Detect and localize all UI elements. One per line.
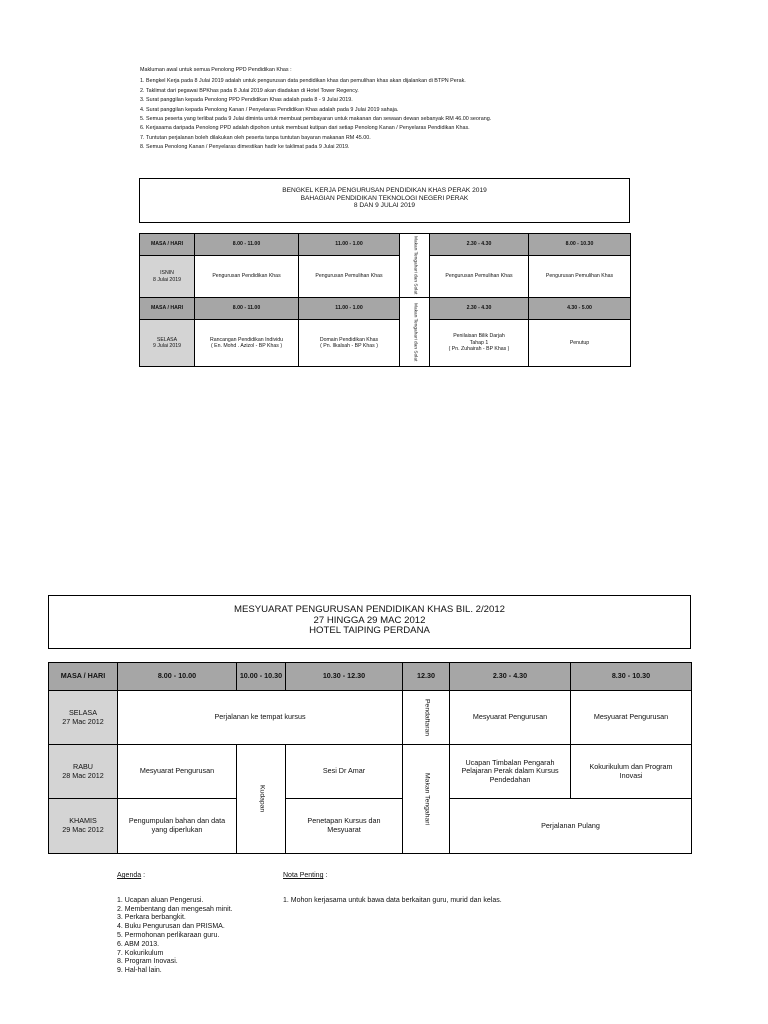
header-cell: 11.00 - 1.00 — [299, 234, 400, 256]
day-date: 28 Mac 2012 — [62, 770, 104, 780]
header-cell: 8.30 - 10.30 — [571, 663, 692, 691]
cell-line: Ucapan Timbalan Pengarah — [465, 757, 555, 767]
schedule-cell: Sesi Dr Amar — [286, 745, 403, 799]
lunch-break-label: Makan Tengahari — [423, 772, 431, 826]
schedule-cell: Mesyuarat Pengurusan — [571, 691, 692, 745]
meeting-title-line: 27 HINGGA 29 MAC 2012 — [313, 614, 426, 626]
meeting-schedule-table — [48, 662, 692, 854]
cell-line: Tahap 1 — [469, 339, 489, 346]
header-cell: 4.30 - 5.00 — [529, 298, 631, 320]
agenda-heading: Agenda — [117, 872, 142, 879]
agenda-item: 6. ABM 2013. — [117, 940, 160, 948]
agenda-item: 5. Permohonan perlikaraan guru. — [117, 931, 220, 939]
notes-item: 1. Bengkel Kerja pada 8 Julai 2019 adalah untuk pengurusan data pendidikan khas dan pemulihan khas akan dijalankan di BTPN Perak. — [140, 78, 466, 85]
workshop-title-line: BENGKEL KERJA PENGURUSAN PENDIDIKAN KHAS PERAK 2019 — [282, 187, 487, 194]
important-notes-heading: Nota Penting — [283, 872, 324, 879]
cell-line: Penilaisan Bilik Darjah — [453, 333, 505, 340]
day-cell — [140, 320, 195, 367]
agenda-section — [117, 872, 277, 976]
schedule-cell: Pengurusan Pendidikan Khas — [195, 256, 299, 298]
cell-line: Pelajaran Perak dalam Kursus — [461, 766, 559, 776]
agenda-item: 2. Membentang dan mengesah minit. — [117, 905, 233, 913]
header-cell: 8.00 - 10.00 — [118, 663, 237, 691]
important-notes-heading-suffix: : — [323, 872, 328, 879]
registration-cell — [403, 691, 450, 745]
schedule-cell — [571, 745, 692, 799]
day-name: KHAMIS — [69, 816, 97, 826]
schedule-cell — [299, 320, 400, 367]
agenda-item: 9. Hal-hal lain. — [117, 967, 162, 975]
cell-line: Penetapan Kursus dan — [307, 816, 381, 826]
day-cell — [49, 799, 118, 854]
header-cell: 8.00 - 10.30 — [529, 234, 631, 256]
notes-title: Makluman awal untuk semua Penolong PPD Pendidikan Khas : — [140, 67, 292, 73]
day-date: 27 Mac 2012 — [62, 716, 104, 726]
registration-label: Pendaftaran — [423, 698, 431, 737]
announcement-notes — [140, 66, 640, 153]
schedule-cell — [430, 320, 529, 367]
cell-line: ( Pn. Zuhairah - BP Khas ) — [448, 346, 510, 353]
agenda-item: 8. Program Inovasi. — [117, 958, 178, 966]
notes-item: 7. Tuntutan perjalanan boleh dilakukan oleh peserta tanpa tuntutan bayaran makanan RM 45.00. — [140, 134, 371, 141]
snack-break-label: Kudapan — [258, 785, 266, 813]
cell-line: Domain Pendidikan Khas — [319, 336, 379, 343]
meeting-title-box — [48, 595, 691, 649]
cell-line: Penutup — [569, 339, 590, 346]
header-cell: MASA / HARI — [49, 663, 118, 691]
meeting-title-line: MESYUARAT PENGURUSAN PENDIDIKAN KHAS BIL. 2/2012 — [233, 604, 506, 615]
schedule-cell: Perjalanan ke tempat kursus — [118, 691, 403, 745]
lunch-break-cell — [400, 298, 430, 367]
workshop-title-box — [139, 178, 630, 223]
header-cell: 2.30 - 4.30 — [430, 234, 529, 256]
header-cell: 2.30 - 4.30 — [450, 663, 571, 691]
day-date: 29 Mac 2012 — [62, 825, 104, 834]
workshop-title-line: BAHAGIAN PENDIDIKAN TEKNOLOGI NEGERI PERAK — [300, 194, 469, 202]
schedule-cell: Mesyuarat Pengurusan — [118, 745, 237, 799]
header-cell: 11.00 - 1.00 — [299, 298, 400, 320]
snack-break-cell — [237, 745, 286, 854]
cell-line: ( Pn. Ilkalsah - BP Khas ) — [320, 343, 378, 349]
cell-line: yang diperlukan — [151, 825, 203, 834]
cell-line: Inovasi — [619, 770, 643, 780]
schedule-cell: Pengurusan Pemulihan Khas — [529, 256, 631, 298]
cell-line: Mesyuarat — [327, 825, 361, 834]
schedule-cell — [529, 320, 631, 367]
day-name: ISNIN — [160, 270, 174, 277]
schedule-cell: Mesyuarat Pengurusan — [450, 691, 571, 745]
notes-item: 5. Semua peserta yang terlibat pada 9 Julai diminta untuk membuat pembayaran untuk makanan dan sewaan dewan sebanyak RM 46.00 seorang. — [140, 116, 492, 123]
cell-line: Kokurikulum dan Program — [589, 761, 673, 771]
day-name: RABU — [73, 761, 93, 771]
workshop-title-line: 8 DAN 9 JULAI 2019 — [353, 202, 416, 210]
header-cell: 12.30 — [403, 663, 450, 691]
lunch-break-label: Makan Tengahari dan Solat — [412, 236, 418, 295]
important-notes-section — [283, 872, 663, 906]
schedule-cell — [118, 799, 237, 854]
cell-line: Pengumpulan bahan dan data — [128, 816, 226, 826]
schedule-cell: Perjalanan Pulang — [450, 799, 692, 854]
notes-item: 4. Surat panggilan kepada Penolong Kanan / Penyelaras Pendidikan Khas adalah pada 9 Julai 2019 sahaja. — [140, 106, 399, 113]
notes-item: 8. Semua Penolong Kanan / Penyelaras dimestikan hadir ke taklimat pada 9 Julai 2019. — [140, 144, 350, 151]
day-date: 8 Julai 2019 — [153, 276, 181, 283]
cell-line: Pendedahan — [489, 774, 531, 784]
agenda-item: 7. Kokurikulum — [117, 949, 164, 957]
schedule-cell — [286, 799, 403, 854]
lunch-break-label: Makan Tengahari dan Solat — [412, 302, 418, 362]
agenda-item: 3. Perkara berbangkit. — [117, 914, 186, 922]
lunch-break-cell — [400, 234, 430, 298]
day-cell — [140, 256, 195, 298]
header-cell: 2.30 - 4.30 — [430, 298, 529, 320]
notes-item: 2. Taklimat dari pegawai BPKhas pada 8 Julai 2019 akan diadakan di Hotel Tower Regency. — [140, 87, 359, 94]
day-name: SELASA — [156, 336, 178, 343]
meeting-title-line: HOTEL TAIPING PERDANA — [309, 625, 430, 637]
header-cell: 8.00 - 11.00 — [195, 234, 299, 256]
cell-line: ( En. Mohd . Azizol - BP Khas ) — [210, 343, 283, 349]
day-cell — [49, 691, 118, 745]
header-cell: MASA / HARI — [140, 234, 195, 256]
schedule-cell: Pengurusan Pemulihan Khas — [299, 256, 400, 298]
cell-line: Rancangan Pendidikan Individu — [210, 336, 283, 343]
workshop-schedule-table — [139, 233, 631, 367]
header-cell: MASA / HARI — [140, 298, 195, 320]
day-cell — [49, 745, 118, 799]
lunch-break-cell — [403, 745, 450, 854]
header-cell: 10.00 - 10.30 — [237, 663, 286, 691]
header-cell: 10.30 - 12.30 — [286, 663, 403, 691]
agenda-item: 1. Ucapan aluan Pengerusi. — [117, 896, 204, 904]
agenda-item: 4. Buku Pengurusan dan PRISMA. — [117, 923, 225, 931]
notes-item: 3. Surat panggilan kepada Penolong PPD Pendidikan Khas adalah pada 8 - 9 Julai 2019. — [140, 97, 353, 104]
schedule-cell: Pengurusan Pemulihan Khas — [430, 256, 529, 298]
schedule-cell — [195, 320, 299, 367]
schedule-cell — [450, 745, 571, 799]
notes-item: 6. Kerjasama daripada Penolong PPD adalah dipohon untuk membuat kutipan dari setiap Penolong Kanan / Penyelaras Pendidikan Khas. — [140, 125, 470, 132]
day-name: SELASA — [69, 707, 97, 717]
agenda-heading-suffix: : — [141, 872, 146, 879]
important-note-item: 1. Mohon kerjasama untuk bawa data berkaitan guru, murid dan kelas. — [283, 896, 502, 904]
day-date: 9 Julai 2019 — [153, 343, 181, 349]
header-cell: 8.00 - 11.00 — [195, 298, 299, 320]
